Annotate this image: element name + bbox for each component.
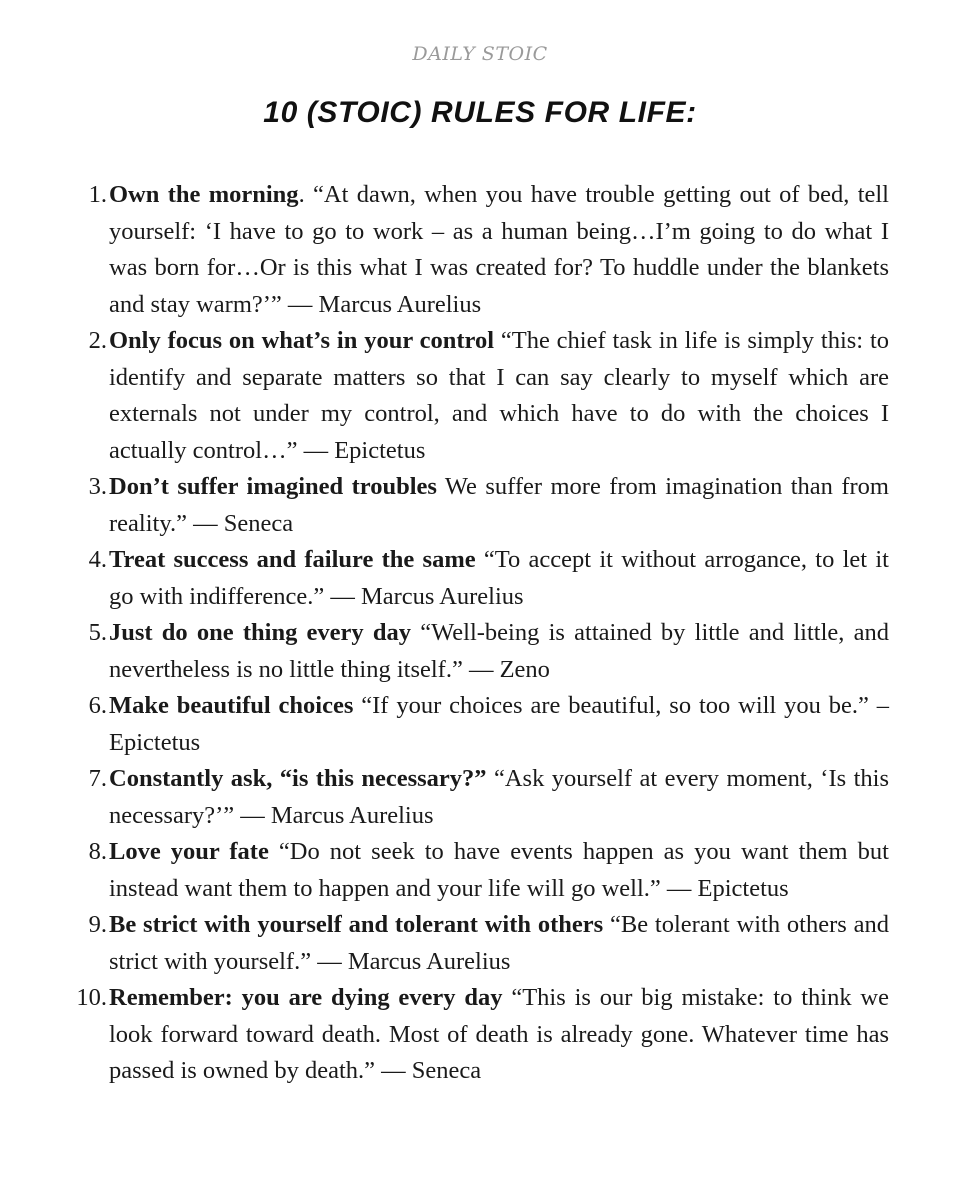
rule-title: Only focus on what’s in your control <box>109 327 495 354</box>
rule-quote: “Ask yourself at every moment, ‘Is this necessary?’” — Marcus Aurelius <box>109 765 889 829</box>
rule-number: 6. <box>88 692 107 719</box>
rule-number: 5. <box>88 619 107 646</box>
rule-quote: We suffer more from imagination than from reality.” — Seneca <box>109 473 889 537</box>
rule-item <box>88 688 889 761</box>
rule-title: Treat success and failure the same <box>109 546 476 573</box>
rule-quote: “To accept it without arrogance, to let it go with indifference.” — Marcus Aurelius <box>109 546 889 610</box>
rule-quote: . “At dawn, when you have trouble getting out of bed, tell yourself: ‘I have to go to work – as a human being…I’m going to do what I was born for…Or is this what I was created for? To huddle under the blankets and stay warm?’” — Marcus Aurelius <box>109 181 889 318</box>
rule-number: 2. <box>88 327 107 354</box>
rule-item <box>88 323 889 469</box>
rule-title: Just do one thing every day <box>109 619 412 646</box>
rule-number: 1. <box>88 181 107 208</box>
brand-label: DAILY STOIC <box>412 43 548 65</box>
rule-number: 7. <box>88 765 107 792</box>
rule-item <box>76 980 889 1090</box>
rule-title: Constantly ask, “is this necessary?” <box>109 765 487 792</box>
rule-number: 3. <box>88 473 107 500</box>
rule-title: Own the morning <box>109 181 299 208</box>
rule-item <box>88 469 889 542</box>
rule-quote: “This is our big mistake: to think we look forward toward death. Most of death is already gone. Whatever time has passed is owned by death.” — Seneca <box>109 984 889 1084</box>
rule-quote: “Do not seek to have events happen as you want them but instead want them to happen and your life will go well.” — Epictetus <box>109 838 889 902</box>
rule-title: Be strict with yourself and tolerant with others <box>109 911 604 938</box>
rules-list <box>76 177 889 1090</box>
rule-number: 4. <box>88 546 107 573</box>
rule-item <box>88 834 889 907</box>
rule-quote: “The chief task in life is simply this: to identify and separate matters so that I can say clearly to myself which are externals not under my control, and which have to do with the choices I actually control…” — Epictetus <box>109 327 889 464</box>
rule-number: 8. <box>88 838 107 865</box>
rule-quote: “Well-being is attained by little and little, and nevertheless is no little thing itself.” — Zeno <box>109 619 889 683</box>
rule-title: Don’t suffer imagined troubles <box>109 473 437 500</box>
rule-item <box>88 542 889 615</box>
rule-item <box>88 177 889 323</box>
rule-item <box>88 615 889 688</box>
page-title: 10 (STOIC) RULES FOR LIFE: <box>263 96 697 129</box>
rule-title: Remember: you are dying every day <box>109 984 503 1011</box>
rule-title: Love your fate <box>109 838 269 865</box>
rule-quote: “If your choices are beautiful, so too will you be.” –Epictetus <box>109 692 889 756</box>
rule-quote: “Be tolerant with others and strict with yourself.” — Marcus Aurelius <box>109 911 889 975</box>
rule-item <box>88 761 889 834</box>
rule-item <box>88 907 889 980</box>
rule-title: Make beautiful choices <box>109 692 354 719</box>
rule-number: 10. <box>76 984 107 1011</box>
rule-number: 9. <box>88 911 107 938</box>
